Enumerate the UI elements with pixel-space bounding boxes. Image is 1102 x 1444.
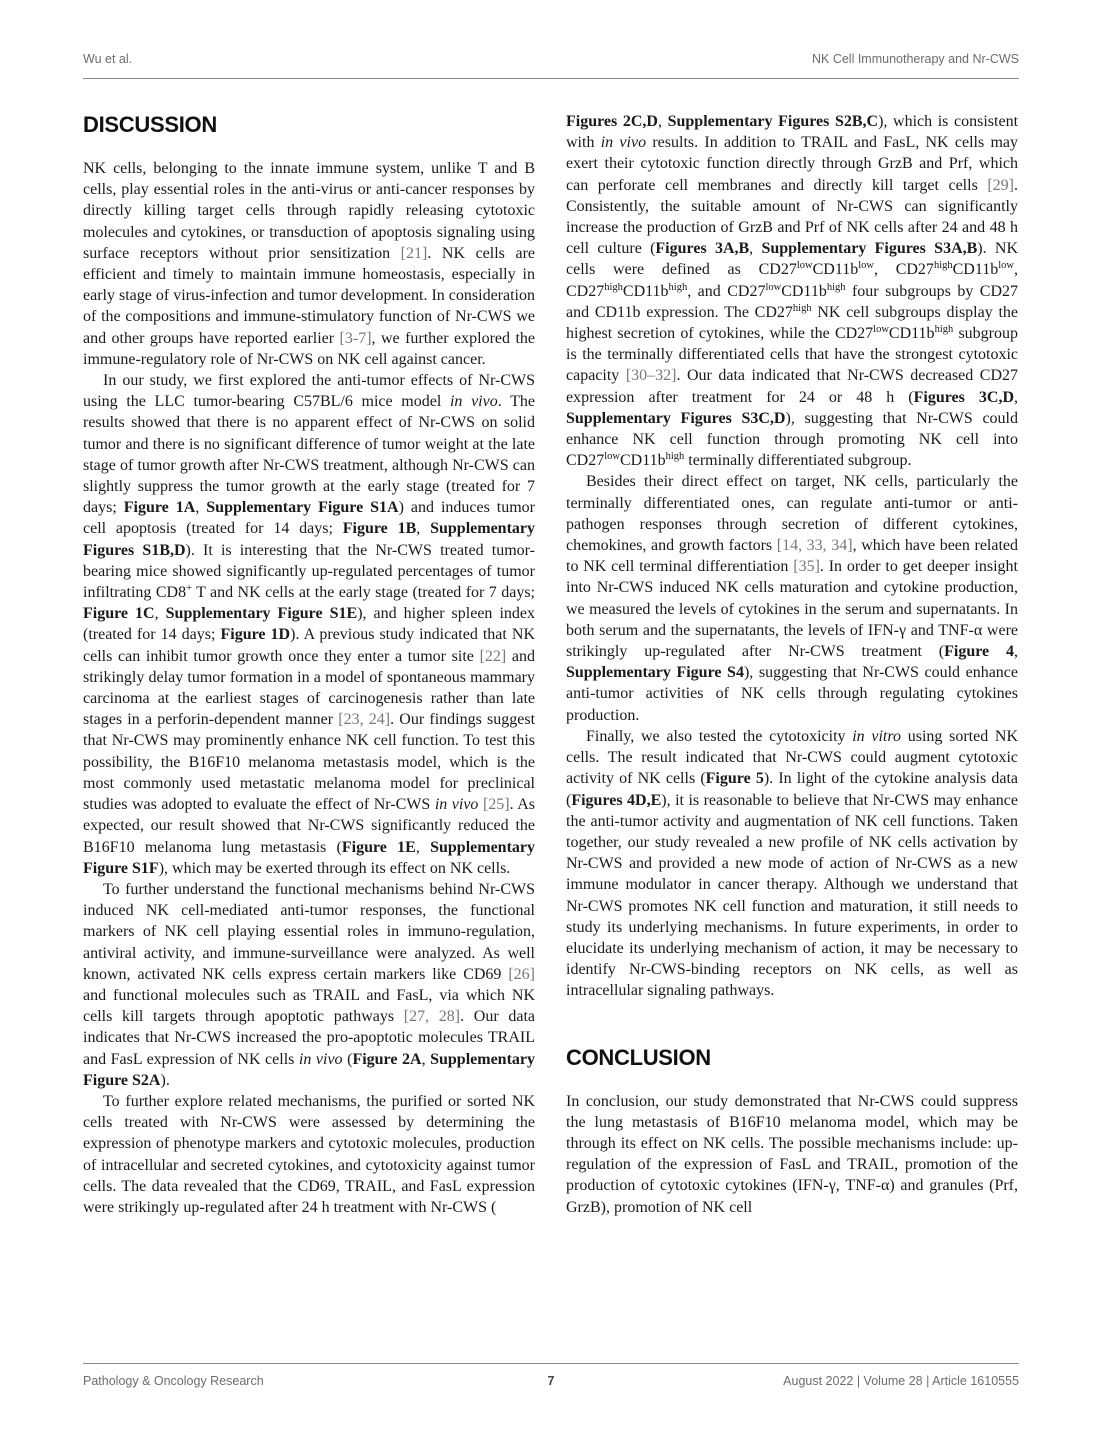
reference-link[interactable]: [23, 24]	[338, 711, 391, 729]
discussion-paragraph-6: Finally, we also tested the cytotoxicity in vitro using sorted NK cells. The result indicated that Nr-CWS could augment cytotoxic activity of NK cells (Figure 5). In light of the cytokine analysis data (Figures 4D,E), it is reasonable to believe that Nr-CWS may enhance the anti-tumor activity and augmentation of NK cell functions. Taken together, our study revealed a new profile of NK cells activation by Nr-CWS and provided a new mode of action of Nr-CWS as a new immune modulator in cancer therapy. Although we understand that Nr-CWS promotes NK cell function and maturation, it still needs to study its underlying mechanisms. In future experiments, in order to elucidate its underlying mechanism of action, it may be necessary to identify Nr-CWS-binding receptors on NK cells, as well as intracellular signaling pathways.	[566, 727, 1019, 1000]
reference-link[interactable]: [27, 28]	[403, 1008, 461, 1026]
footer-journal: Pathology & Oncology Research	[83, 1374, 264, 1388]
reference-link[interactable]: [30–32]	[625, 367, 677, 385]
figure-link[interactable]: Figure 1D	[220, 626, 291, 644]
figure-link[interactable]: Supplementary Figure S2A	[83, 1050, 536, 1089]
section-gap	[566, 1002, 1018, 1045]
reference-link[interactable]: [21]	[400, 244, 428, 262]
reference-link[interactable]: [25]	[482, 796, 510, 814]
left-column	[83, 112, 535, 1218]
figure-link[interactable]: Figures 3C,D	[913, 388, 1014, 406]
footer-rule	[83, 1363, 1019, 1364]
discussion-paragraph-4-part-1: To further explore related mechanisms, the purified or sorted NK cells treated with Nr-CWS were assessed by determining the expression of phenotype markers and cytotoxic molecules, production of intracellular and secreted cytokines, and cytotoxicity against tumor cells. The data revealed that the CD69, TRAIL, and FasL expression were strikingly up-regulated after 24 h treatment with Nr-CWS (	[83, 1092, 535, 1216]
figure-link[interactable]: Figures 2C,D	[566, 113, 658, 130]
reference-link[interactable]: [3-7]	[339, 329, 372, 347]
reference-link[interactable]: [22]	[479, 647, 507, 665]
footer-issue: August 2022 | Volume 28 | Article 1610555	[783, 1374, 1019, 1388]
figure-link[interactable]: Supplementary Figures S3A,B	[761, 240, 978, 258]
header-short-title: NK Cell Immunotherapy and Nr-CWS	[811, 52, 1019, 66]
figure-link[interactable]: Figure 4	[944, 643, 1015, 661]
figure-link[interactable]: Figure 1C	[83, 605, 155, 623]
figure-link[interactable]: Figure 5	[705, 770, 764, 788]
discussion-paragraph-4-part-2: Figures 2C,D, Supplementary Figures S2B,C), which is consistent with in vivo results. In addition to TRAIL and FasL, NK cells may exert their cytotoxic function directly through GrzB and Prf, which can perforate cell membranes and directly kill target cells [29]. Consistently, the suitable amount of Nr-CWS can significantly increase the production of GrzB and Prf of NK cells after 24 and 48 h cell culture (Figures 3A,B, Supplementary Figures S3A,B). NK cells were defined as $CD27^{low}CD11b^{low}$, $CD27^{high}CD11b^{low}$, $CD27^{high}CD11b^{high}$, and $CD27^{low}CD11b^{high}$ four subgroups by CD27 and CD11b expression. The $CD27^{high}$ NK cell subgroups display the highest secretion of cytokines, while the $CD27^{low}CD11b^{high}$ subgroup is the terminally differentiated cells that have the strongest cytotoxic capacity [30–32]. Our data indicated that Nr-CWS decreased CD27 expression after treatment for 24 or 48 h (Figures 3C,D, Supplementary Figures S3C,D), suggesting that Nr-CWS could enhance NK cell function through promoting NK cell into $CD27^{low}CD11b^{high}$ terminally differentiated subgroup.	[566, 113, 1019, 470]
discussion-paragraph-2: In our study, we first explored the anti-tumor effects of Nr-CWS using the LLC tumor-bearing C57BL/6 mice model in vivo. The results showed that there is no apparent effect of Nr-CWS on solid tumor and there is no significant difference of tumor weight at the late stage of tumor growth after Nr-CWS treatment, although Nr-CWS can slightly suppress the tumor growth at the early stage (treated for 7 days; Figure 1A, Supplementary Figure S1A) and induces tumor cell apoptosis (treated for 14 days; Figure 1B, Supplementary Figures S1B,D). It is interesting that the Nr-CWS treated tumor-bearing mice showed significantly up-regulated percentages of tumor infiltrating CD8+ T and NK cells at the early stage (treated for 7 days; Figure 1C, Supplementary Figure S1E), and higher spleen index (treated for 14 days; Figure 1D). A previous study indicated that NK cells can inhibit tumor growth once they enter a tumor site [22] and strikingly delay tumor formation in a model of spontaneous mammary carcinoma at the earliest stages of carcinogenesis rather than late stages in a perforin-dependent manner [23, 24]. Our findings suggest that Nr-CWS may prominently enhance NK cell function. To test this possibility, the B16F10 melanoma metastasis model, which is the most commonly used metastatic melanoma model for preclinical studies was adopted to evaluate the effect of Nr-CWS in vivo [25]. As expected, our result showed that Nr-CWS significantly reduced the B16F10 melanoma lung metastasis (Figure 1E, Supplementary Figure S1F), which may be exerted through its effect on NK cells.	[83, 372, 536, 877]
reference-link[interactable]: [29]	[987, 176, 1014, 194]
figure-link[interactable]: Figure 1A	[123, 499, 196, 517]
page-number: 7	[547, 1374, 555, 1388]
figure-link[interactable]: Supplementary Figure S4	[566, 664, 744, 682]
right-column	[566, 111, 1018, 1218]
reference-link[interactable]: [14, 33, 34]	[776, 537, 853, 555]
figure-link[interactable]: Supplementary Figures S1B,D	[83, 520, 536, 559]
header-rule	[83, 78, 1019, 79]
figure-link[interactable]: Figures 4D,E	[571, 791, 662, 809]
reference-link[interactable]: [26]	[508, 965, 535, 983]
conclusion-heading: CONCLUSION	[566, 1044, 711, 1070]
figure-link[interactable]: Supplementary Figure S1E	[165, 605, 358, 623]
discussion-heading: DISCUSSION	[83, 112, 217, 137]
conclusion-paragraph: In conclusion, our study demonstrated that Nr-CWS could suppress the lung metastasis of B16F10 melanoma model, which may be through its effect on NK cells. The possible mechanisms include: up-regulation of the expression of FasL and TRAIL, promotion of the production of cytotoxic cytokines (IFN-γ, TNF-α) and granules (Prf, GrzB), promotion of NK cell	[566, 1092, 1018, 1216]
figure-link[interactable]: Supplementary Figures S2B,C	[667, 113, 879, 130]
figure-link[interactable]: Supplementary Figure S1F	[83, 838, 536, 877]
figure-link[interactable]: Figure 1B	[342, 520, 417, 538]
figure-link[interactable]: Figures 3A,B	[655, 240, 750, 258]
figure-link[interactable]: Figure 1E	[341, 838, 416, 856]
discussion-paragraph-5: Besides their direct effect on target, NK cells, particularly the terminally differentiated ones, can regulate anti-tumor or anti-pathogen responses through secretion of different cytokines, chemokines, and growth factors [14, 33, 34], which have been related to NK cell terminal differentiation [35]. In order to get deeper insight into Nr-CWS induced NK cells maturation and cytokine production, we measured the levels of cytokines in the serum and supernatants. In both serum and the supernatants, the levels of IFN-γ and TNF-α were strikingly up-regulated after Nr-CWS treatment (Figure 4, Supplementary Figure S4), suggesting that Nr-CWS could enhance anti-tumor activities of NK cells through regulating cytokines production.	[566, 473, 1019, 724]
reference-link[interactable]: [35]	[793, 558, 820, 576]
figure-link[interactable]: Supplementary Figures S3C,D	[566, 409, 786, 427]
figure-link[interactable]: Supplementary Figure S1A	[206, 499, 399, 517]
discussion-paragraph-1: NK cells, belonging to the innate immune system, unlike T and B cells, play essential roles in the anti-virus or anti-cancer responses by directly killing target cells through rapidly releasing cytotoxic molecules and cytokines, or transduction of apoptosis signaling using surface receptors without prior sensitization [21]. NK cells are efficient and timely to maintain immune homeostasis, especially in early stage of virus-infection and tumor development. In consideration of the compositions and immune-stimulatory function of Nr-CWS we and other groups have reported earlier [3-7], we further explored the immune-regulatory role of Nr-CWS on NK cell against cancer.	[83, 160, 536, 368]
discussion-paragraph-3: To further understand the functional mechanisms behind Nr-CWS induced NK cell-mediated anti-tumor responses, the functional markers of NK cell playing essential roles in immuno-regulation, antiviral activity, and immune-surveillance were analyzed. As well known, activated NK cells express certain markers like CD69 [26] and functional molecules such as TRAIL and FasL, via which NK cells kill targets through apoptotic pathways [27, 28]. Our data indicates that Nr-CWS increased the pro-apoptotic molecules TRAIL and FasL expression of NK cells in vivo (Figure 2A, Supplementary Figure S2A).	[83, 880, 536, 1089]
figure-link[interactable]: Figure 2A	[352, 1050, 422, 1068]
header-authors: Wu et al.	[83, 52, 133, 66]
